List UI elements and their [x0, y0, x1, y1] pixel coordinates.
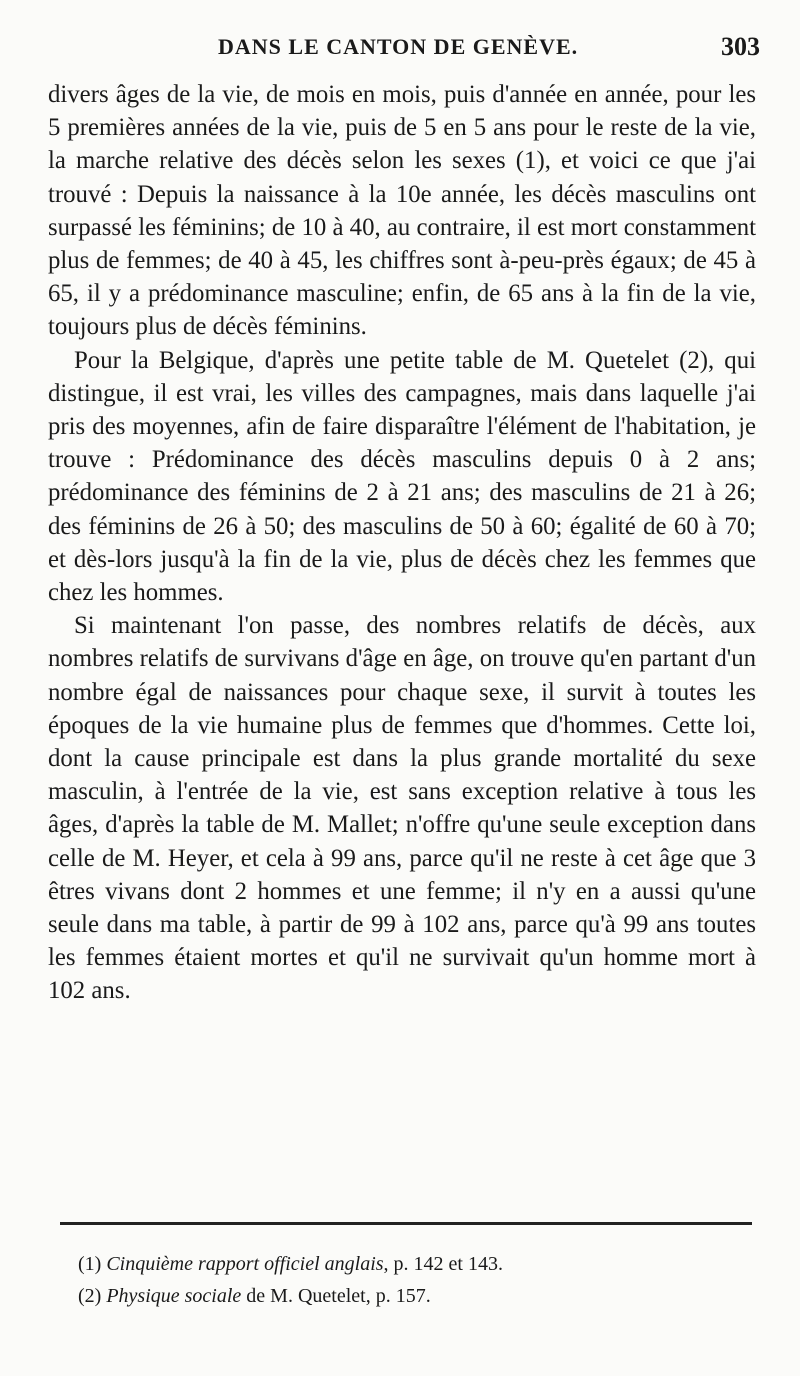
footnote-2 [78, 1280, 738, 1312]
footnote-source-detail: , p. 142 et 143. [383, 1253, 503, 1275]
running-title: DANS LE CANTON DE GENÈVE. [218, 34, 579, 59]
running-head [48, 32, 760, 68]
paragraph-2: Pour la Belgique, d'après une petite table de M. Quetelet (2), qui distingue, il est vrai, les villes des campagnes, mais dans laquelle j'ai pris des moyennes, afin de faire disparaître l'élément de l'habitation, je trouve : Prédominance des décès masculins depuis 0 à 2 ans; prédominance des féminins de 2 à 21 ans; des masculins de 21 à 26; des féminins de 26 à 50; des masculins de 50 à 60; égalité de 60 à 70; et dès-lors jusqu'à la fin de la vie, plus de décès chez les femmes que chez les hommes. [48, 346, 756, 607]
footnote-source-detail: de M. Quetelet, p. 157. [241, 1285, 431, 1307]
footnote-source-title: Physique sociale [106, 1285, 242, 1307]
footnotes [78, 1248, 738, 1312]
footnote-marker: (2) [78, 1285, 102, 1307]
footnote-separator [60, 1222, 752, 1225]
page-number: 303 [721, 32, 760, 61]
paragraph-1: divers âges de la vie, de mois en mois, puis d'année en année, pour les 5 premières années de la vie, puis de 5 en 5 ans pour le reste de la vie, la marche relative des décès selon les sexes (1), et voici ce que j'ai trouvé : Depuis la naissance à la 10e année, les décès masculins ont surpassé les féminins; de 10 à 40, au contraire, il est mort constamment plus de femmes; de 40 à 45, les chiffres sont à-peu-près égaux; de 45 à 65, il y a prédominance masculine; enfin, de 65 ans à la fin de la vie, toujours plus de décès féminins. [48, 81, 756, 341]
paragraph-3: Si maintenant l'on passe, des nombres relatifs de décès, aux nombres relatifs de survivans d'âge en âge, on trouve qu'en partant d'un nombre égal de naissances pour chaque sexe, il survit à toutes les époques de la vie humaine plus de femmes que d'hommes. Cette loi, dont la cause principale est dans la plus grande mortalité du sexe masculin, à l'entrée de la vie, est sans exception relative à tous les âges, d'après la table de M. Mallet; n'offre qu'une seule exception dans celle de M. Heyer, et cela à 99 ans, parce qu'il ne reste à cet âge que 3 êtres vivans dont 2 hommes et une femme; il n'y en a aussi qu'une seule dans ma table, à partir de 99 à 102 ans, parce qu'à 99 ans toutes les femmes étaient mortes et qu'il ne survivait qu'un homme mort à 102 ans. [48, 612, 756, 1005]
footnote-1 [78, 1248, 738, 1280]
footnote-marker: (1) [78, 1253, 102, 1275]
footnote-source-title: Cinquième rapport officiel anglais [106, 1253, 384, 1275]
body-text [48, 78, 756, 1008]
